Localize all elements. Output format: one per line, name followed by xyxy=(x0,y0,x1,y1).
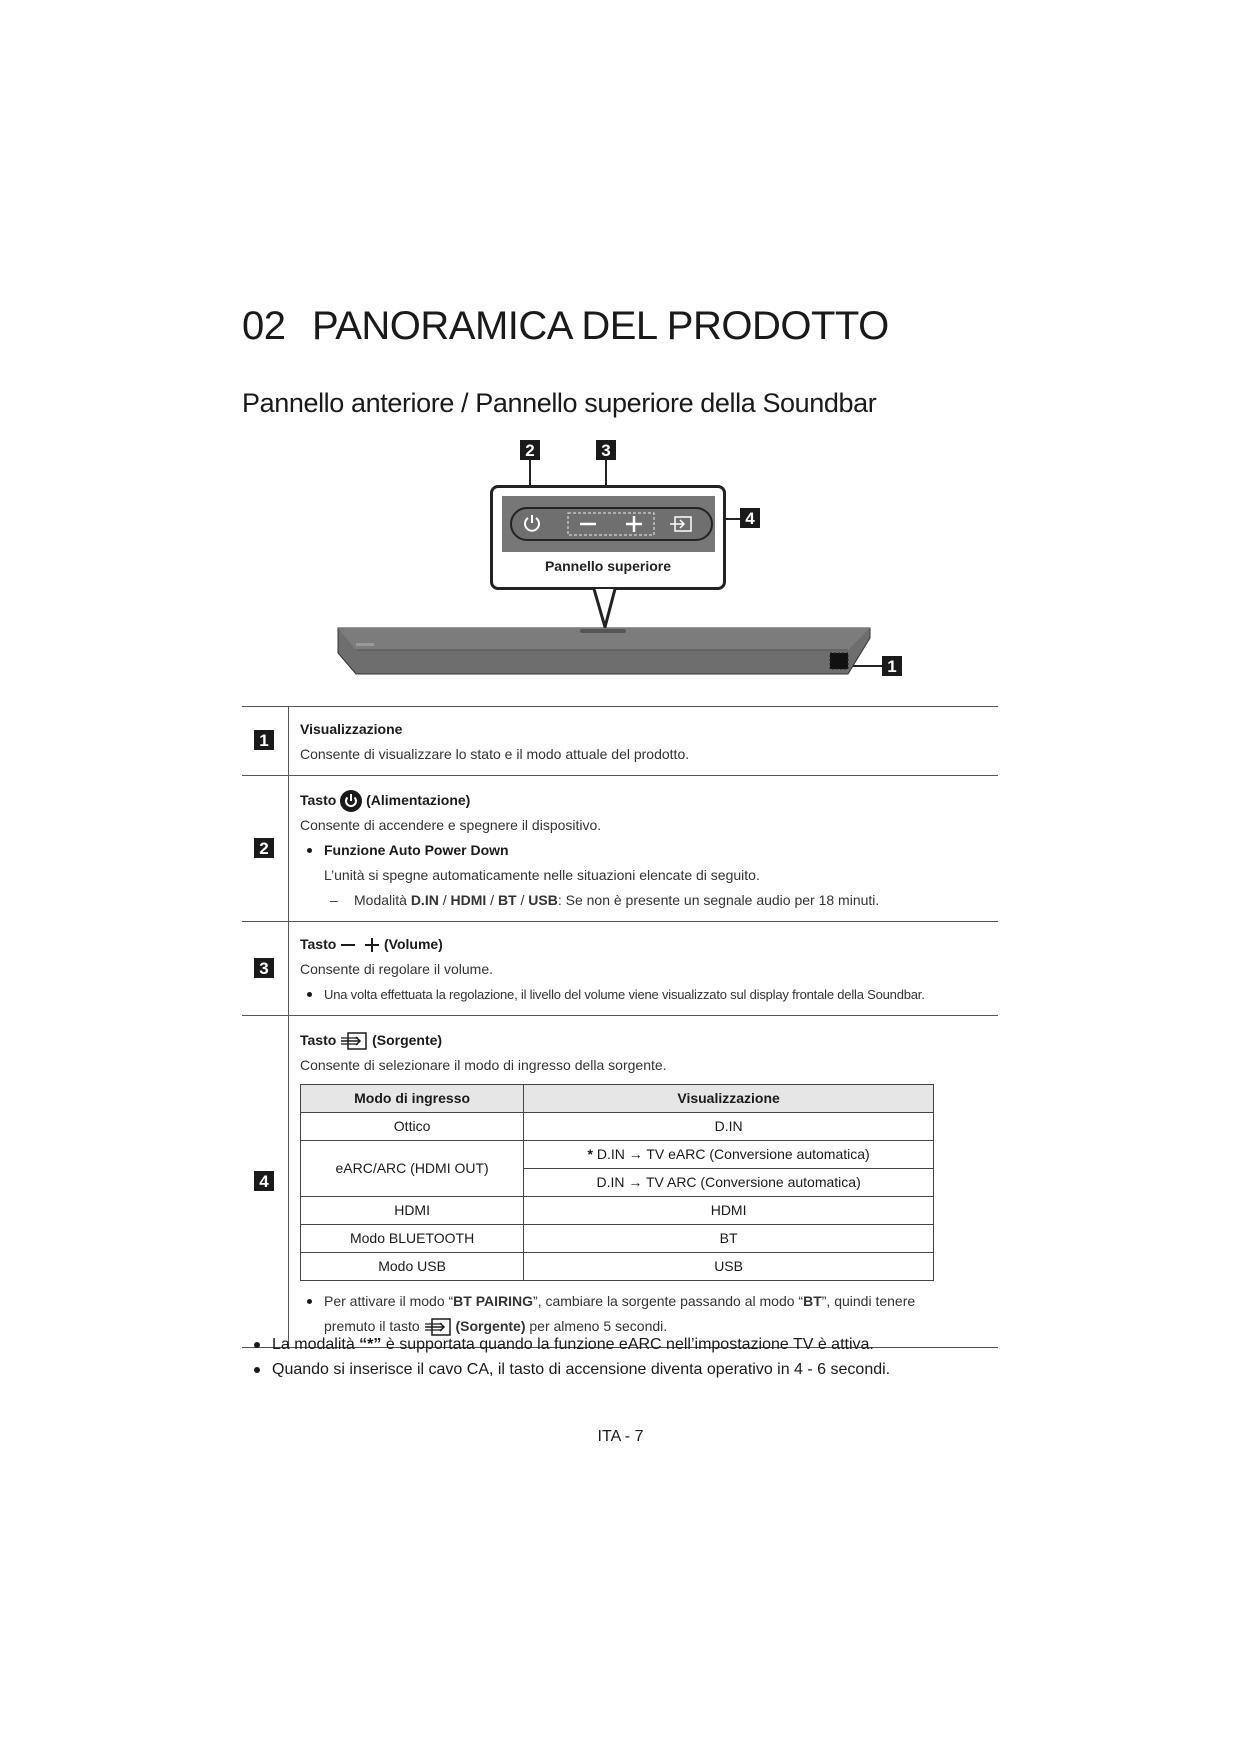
row4-note: Per attivare il modo “BT PAIRING”, cambiare la sorgente passando al modo “BT”, quindi tenere premuto il tasto (Sorgente) per almeno 5 secondi. xyxy=(300,1289,944,1339)
row4-desc: Consente di selezionare il modo di ingresso della sorgente. xyxy=(300,1057,667,1073)
table-row: Modo BLUETOOTH BT xyxy=(301,1225,934,1253)
row2-bullet-text: L’unità si spegne automaticamente nelle situazioni elencate di seguito. xyxy=(324,867,760,883)
panel-label: Pannello superiore xyxy=(544,558,672,574)
product-diagram xyxy=(0,0,1241,700)
callout-badge-4: 4 xyxy=(740,508,760,528)
chapter-number: 02 xyxy=(242,304,286,348)
col-header-mode: Modo di ingresso xyxy=(301,1085,524,1113)
table-row-2 xyxy=(242,776,998,922)
row-number-3: 3 xyxy=(254,958,274,978)
section-title: Pannello anteriore / Pannello superiore della Soundbar xyxy=(242,388,877,418)
feature-table xyxy=(242,706,998,1348)
row-number-4: 4 xyxy=(254,1171,274,1191)
plus-icon xyxy=(364,937,380,953)
top-panel-buttons xyxy=(510,507,713,541)
table-row: Ottico D.IN xyxy=(301,1113,934,1141)
power-icon xyxy=(340,790,362,812)
row1-title: Visualizzazione xyxy=(300,721,403,737)
row4-title: Tasto (Sorgente) xyxy=(300,1028,998,1053)
plus-icon xyxy=(626,516,642,532)
source-icon xyxy=(670,517,691,531)
chapter-title: PANORAMICA DEL PRODOTTO xyxy=(312,304,889,348)
table-row: HDMI HDMI xyxy=(301,1197,934,1225)
top-panel-callout xyxy=(490,485,726,590)
leader-lines xyxy=(0,0,1241,700)
note-earc: La modalità “*” è supportata quando la funzione eARC nell’impostazione TV è attiva. xyxy=(242,1332,1002,1357)
soundbar-illustration xyxy=(330,585,910,685)
note-power-cable: Quando si inserisce il cavo CA, il tasto di accensione diventa operativo in 4 - 6 secondi. xyxy=(242,1357,1002,1382)
power-icon xyxy=(525,515,539,531)
row3-desc: Consente di regolare il volume. xyxy=(300,961,493,977)
row3-bullet: Una volta effettuata la regolazione, il livello del volume viene visualizzato sul display frontale della Soundbar. xyxy=(300,982,998,1007)
general-notes xyxy=(242,1332,1002,1382)
table-row-4 xyxy=(242,1016,998,1348)
col-header-display: Visualizzazione xyxy=(524,1085,934,1113)
input-mode-table xyxy=(300,1084,934,1281)
table-row: D.IN → TV ARC (Conversione automatica) xyxy=(301,1169,934,1197)
row2-bullet-title: Funzione Auto Power Down xyxy=(300,838,998,863)
callout-badge-2: 2 xyxy=(520,440,540,460)
table-row-3 xyxy=(242,922,998,1016)
top-panel-background xyxy=(502,496,715,552)
table-row: Modo USB USB xyxy=(301,1253,934,1281)
row1-desc: Consente di visualizzare lo stato e il modo attuale del prodotto. xyxy=(300,746,690,762)
row2-title: Tasto (Alimentazione) xyxy=(300,788,998,813)
callout-badge-3: 3 xyxy=(596,440,616,460)
row2-dash-item: – Modalità D.IN / HDMI / BT / USB: Se non è presente un segnale audio per 18 minuti. xyxy=(300,888,998,913)
table-row-1 xyxy=(242,706,998,776)
table-row: eARC/ARC (HDMI OUT) * D.IN → TV eARC (Conversione automatica) xyxy=(301,1141,934,1169)
row-number-2: 2 xyxy=(254,838,274,858)
row3-title: Tasto (Volume) xyxy=(300,936,443,952)
page-number: ITA - 7 xyxy=(597,1428,644,1445)
minus-icon xyxy=(340,937,356,953)
chapter-heading xyxy=(242,304,889,349)
callout-badge-1: 1 xyxy=(882,656,902,676)
row-number-1: 1 xyxy=(254,730,274,750)
row2-desc: Consente di accendere e spegnere il dispositivo. xyxy=(300,817,602,833)
source-icon xyxy=(340,1031,368,1051)
